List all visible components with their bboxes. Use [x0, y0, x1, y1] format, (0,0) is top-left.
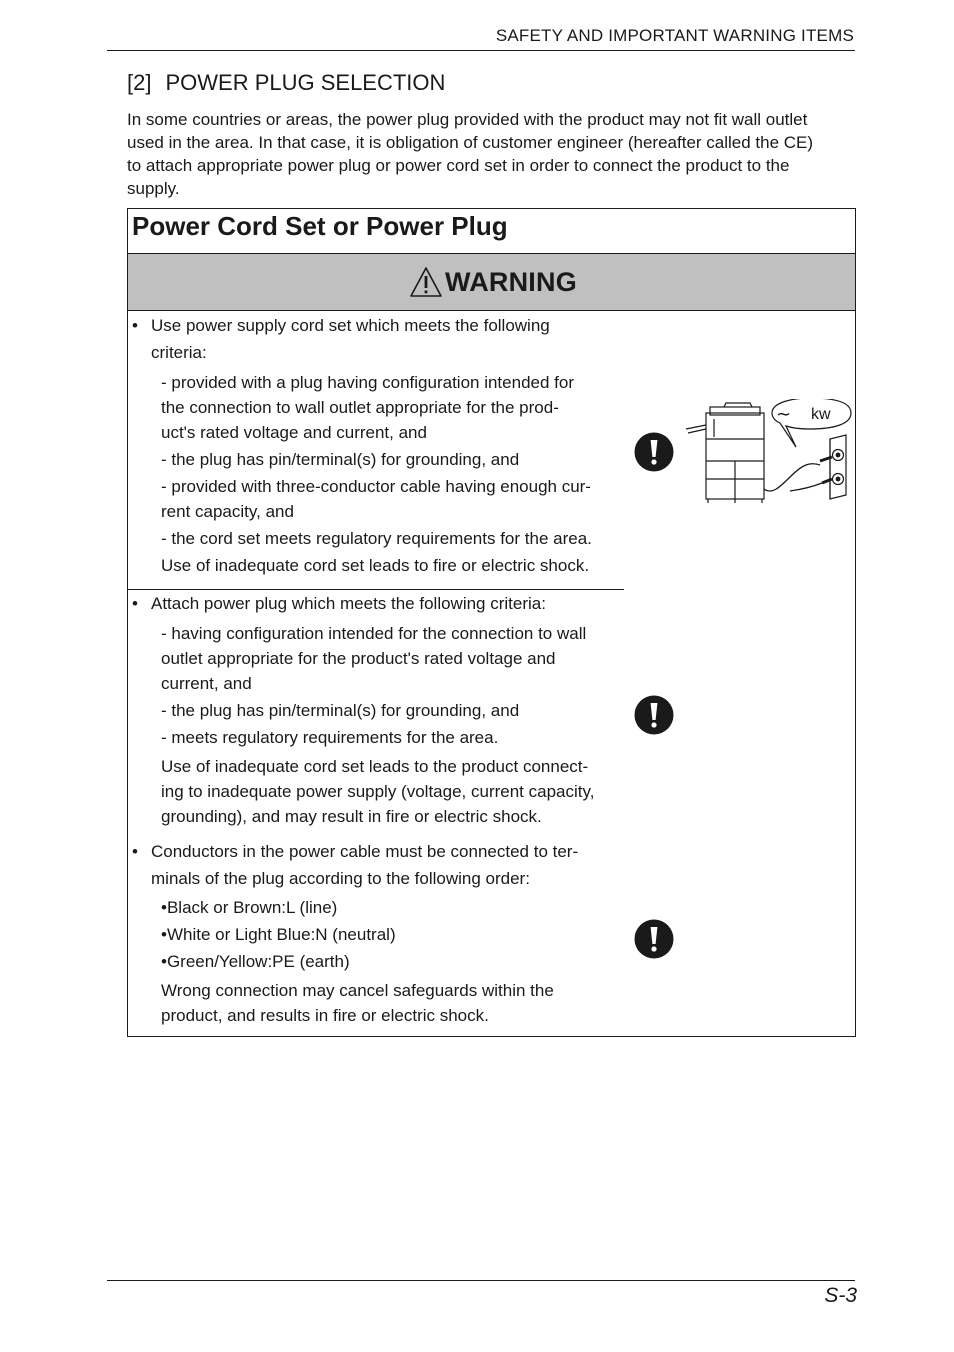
criterion [128, 447, 624, 472]
note-line: grounding), and may result in fire or electric shock. [161, 807, 542, 826]
mandatory-action-icon [634, 695, 674, 735]
consequence-note [128, 553, 624, 578]
section-title [127, 70, 445, 96]
criterion [128, 725, 624, 750]
warning-label: WARNING [445, 266, 577, 297]
warning-band [128, 253, 855, 311]
intro-line: supply. [127, 179, 180, 198]
consequence-note [128, 978, 624, 1028]
note-line: product, and results in fire or electric shock. [161, 1006, 489, 1025]
wire-color-line: •White or Light Blue:N (neutral) [161, 925, 396, 944]
header-rule [107, 50, 855, 51]
criterion-line: uct's rated voltage and current, and [161, 423, 427, 442]
wire-color-line: •Green/Yellow:PE (earth) [161, 952, 350, 971]
criterion-line: - meets regulatory requirements for the area. [161, 728, 499, 747]
criterion-line: - the cord set meets regulatory requirements for the area. [161, 529, 592, 548]
criterion-line: current, and [161, 674, 252, 693]
warning-heading [409, 264, 577, 300]
section-title-text: POWER PLUG SELECTION [165, 70, 446, 95]
wire-color-line: •Black or Brown:L (line) [161, 898, 338, 917]
intro-line: used in the area. In that case, it is obligation of customer engineer (hereafter called the CE) [127, 133, 814, 152]
ac-symbol: ∼ [776, 404, 792, 425]
item-lead [128, 838, 624, 892]
criterion-line: - provided with a plug having configuration intended for [161, 373, 574, 392]
criterion [128, 474, 624, 524]
kw-label: kw [811, 406, 831, 423]
note-line: Wrong connection may cancel safeguards within the [161, 981, 554, 1000]
intro-line: to attach appropriate power plug or power cord set in order to connect the product to the [127, 156, 790, 175]
item-text [128, 838, 624, 1028]
criterion-line: - the plug has pin/terminal(s) for grounding, and [161, 450, 520, 469]
criterion-line: rent capacity, and [161, 502, 294, 521]
section-number: [2] [127, 70, 152, 95]
lead-line: minals of the plug according to the following order: [151, 869, 530, 888]
running-header: SAFETY AND IMPORTANT WARNING ITEMS [495, 26, 854, 45]
bullet: • [132, 316, 138, 335]
item-lead [128, 590, 624, 617]
note-line: ing to inadequate power supply (voltage, current capacity, [161, 782, 595, 801]
warning-box [127, 208, 856, 1037]
item-text [128, 590, 624, 829]
item-text [128, 312, 624, 578]
warning-triangle-icon [409, 266, 443, 298]
lead-line: Conductors in the power cable must be connected to ter- [151, 842, 579, 861]
note-line: Use of inadequate cord set leads to the product connect- [161, 757, 589, 776]
lead-line: criteria: [151, 343, 207, 362]
consequence-note [128, 754, 624, 829]
criterion [128, 370, 624, 445]
mandatory-action-icon [634, 919, 674, 959]
lead-line: Attach power plug which meets the following criteria: [151, 594, 546, 613]
criterion [128, 698, 624, 723]
item-lead [128, 312, 624, 366]
page-number: S-3 [824, 1284, 857, 1307]
criterion-line: - provided with three-conductor cable having enough cur- [161, 477, 591, 496]
bullet: • [132, 842, 138, 861]
bullet: • [132, 594, 138, 613]
footer-rule [107, 1280, 855, 1281]
note-line: Use of inadequate cord set leads to fire or electric shock. [161, 556, 590, 575]
criterion-line: - the plug has pin/terminal(s) for grounding, and [161, 701, 520, 720]
criterion [128, 526, 624, 551]
box-title: Power Cord Set or Power Plug [132, 211, 508, 241]
criterion-line: the connection to wall outlet appropriate for the prod- [161, 398, 559, 417]
intro-paragraph [127, 108, 855, 200]
lead-line: Use power supply cord set which meets the following [151, 316, 550, 335]
criterion-line: - having configuration intended for the connection to wall [161, 624, 587, 643]
intro-line: In some countries or areas, the power plug provided with the product may not fit wall outlet [127, 110, 808, 129]
copier-power-outlet-illustration [680, 399, 855, 509]
criterion [128, 621, 624, 696]
wire-color [128, 894, 624, 975]
mandatory-action-icon [634, 432, 674, 472]
criterion-line: outlet appropriate for the product's rated voltage and [161, 649, 556, 668]
